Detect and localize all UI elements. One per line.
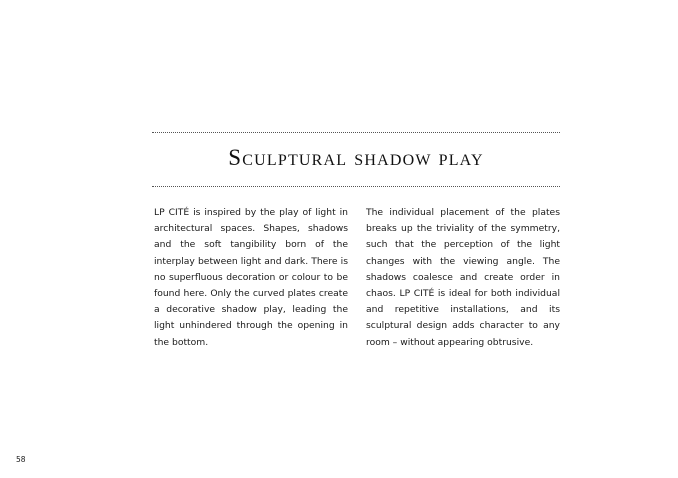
page-title: Sculptural shadow play	[228, 145, 484, 170]
bottom-dotted-rule	[152, 186, 560, 187]
body-text-left-column: LP CITÉ is inspired by the play of light in architectural spaces. Shapes, shadows and the soft tangibility born of the interplay between light and dark. There is no superfluous decoration or colour to be found here. Only the curved plates create a decorative shadow play, leading the light unhindered through the opening in the bottom.	[154, 207, 348, 348]
body-text-right-column: The individual placement of the plates breaks up the triviality of the symmetry, such that the perception of the light changes with the viewing angle. The shadows coalesce and create order in chaos. LP CITÉ is ideal for both individual and repetitive installations, and its sculptural design adds character to any room – without appearing obtrusive.	[366, 207, 560, 348]
top-dotted-rule	[152, 132, 560, 133]
page-number: 58	[16, 455, 26, 464]
